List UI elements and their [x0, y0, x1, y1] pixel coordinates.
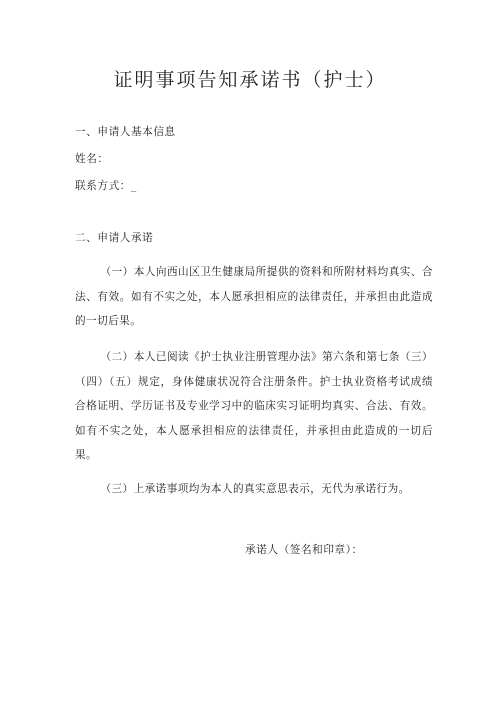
pledge-paragraph-1: （一）本人向西山区卫生健康局所提供的资料和所附材料均真实、合法、有效。如有不实之处，本人愿承担相应的法律责任，并承担由此造成的一切后果。 [75, 266, 433, 327]
section-heading-applicant-info: 一、申请人基本信息 [75, 126, 176, 138]
section-heading-pledge: 二、申请人承诺 [75, 232, 154, 244]
signature-label: 承诺人（签名和印章）： [245, 544, 363, 556]
name-field-label: 姓名： [75, 153, 109, 165]
pledge-paragraph-2: （二）本人已阅读《护士执业注册管理办法》第六条和第七条（三）（四）（五）规定，身体健康状况符合注册条件。护士执业资格考试成绩合格证明、学历证书及专业学习中的临床实习证明均真实、合法、有效。如有不实之处，本人愿承担相应的法律责任，并承担由此造成的一切后果。 [75, 351, 433, 461]
pledge-paragraph-3: （三）上承诺事项均为本人的真实意思表示，无代为承诺行为。 [100, 483, 410, 495]
document-title: 证明事项告知承诺书（护士） [113, 69, 387, 91]
contact-field-label: 联系方式：_ [75, 180, 137, 192]
